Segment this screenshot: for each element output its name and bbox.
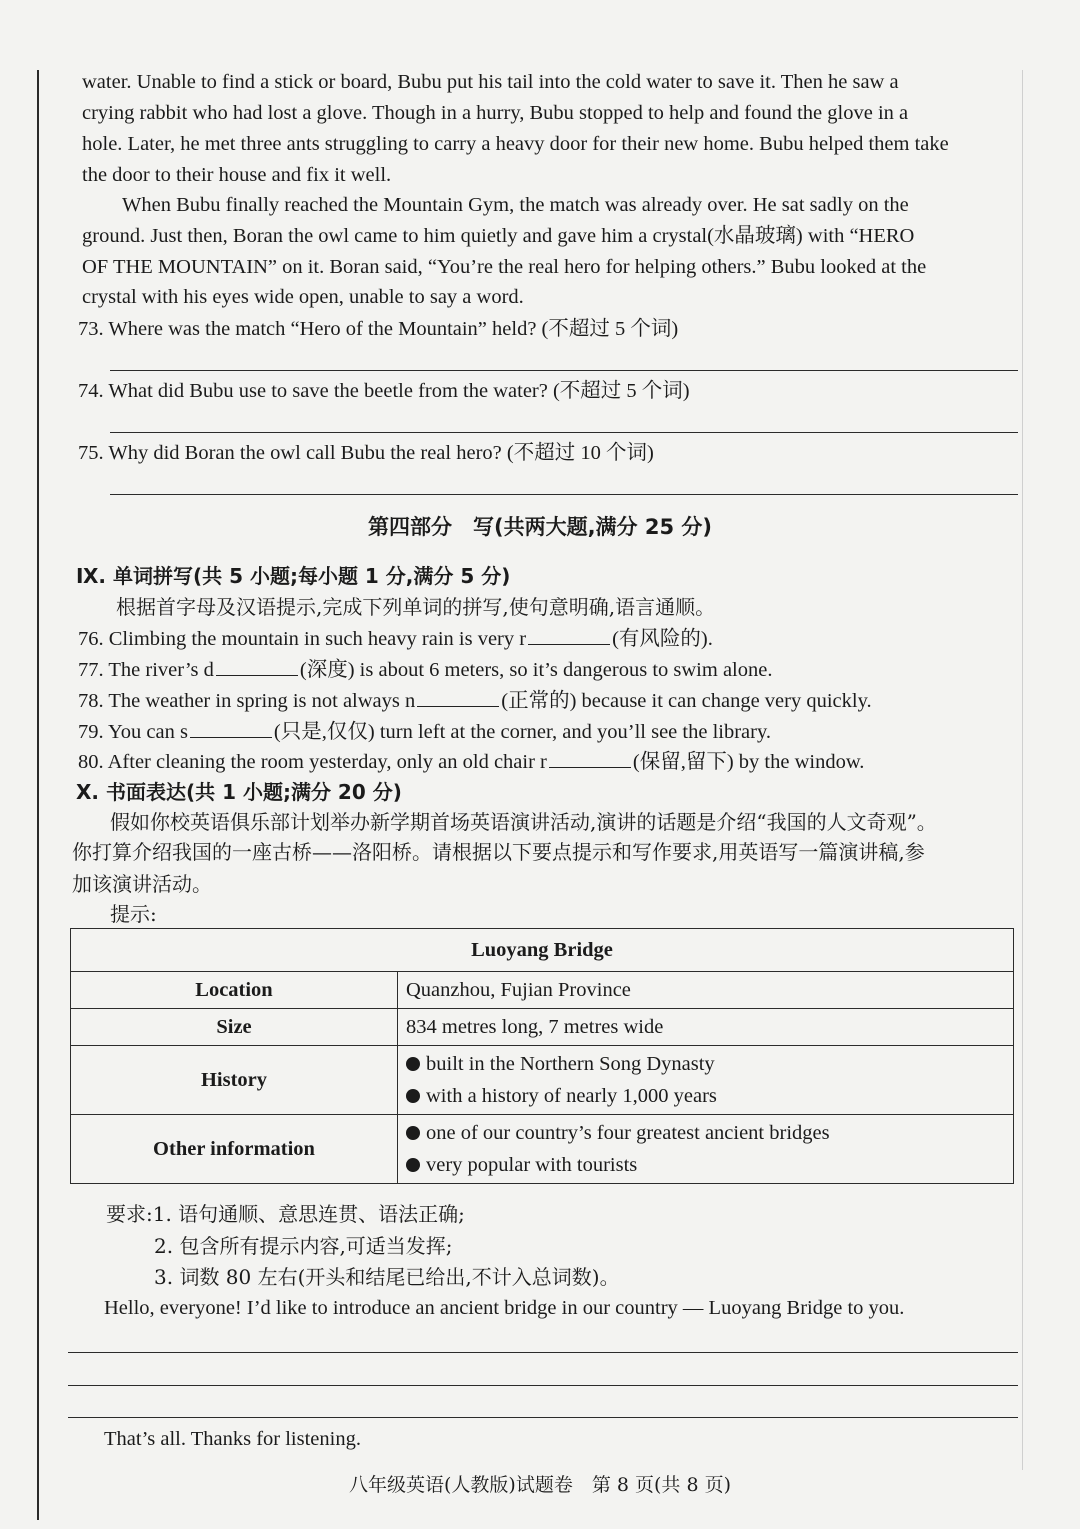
requirement-line: 要求:1. 语句通顺、意思连贯、语法正确; [106, 1202, 465, 1226]
bullet-item [406, 1149, 1005, 1181]
luoyang-bridge-table [70, 928, 1014, 1184]
spelling-item-80 [78, 748, 1010, 776]
bullet-text: one of our country’s four greatest ancient bridges [426, 1122, 830, 1144]
item-text: 79. You can s [78, 721, 188, 743]
passage-line: crying rabbit who had lost a glove. Though in a hurry, Bubu stopped to help and found the glove in a [82, 102, 909, 124]
table-key-location: Location [71, 972, 398, 1009]
bullet-dot-icon [406, 1126, 420, 1140]
item-text: 78. The weather in spring is not always n [78, 690, 416, 712]
spelling-item-78 [78, 687, 1010, 715]
passage-line: crystal with his eyes wide open, unable to say a word. [82, 286, 524, 308]
passage-line: the door to their house and fix it well. [82, 164, 392, 186]
item-hint: (深度) is about 6 meters, so it’s dangerous to swim alone. [299, 659, 773, 681]
writing-prompt-line: 加该演讲活动。 [72, 872, 212, 896]
writing-prompt-line: 假如你校英语俱乐部计划举办新学期首场英语演讲活动,演讲的话题是介绍“我国的人文奇观”。 [110, 810, 937, 834]
writing-line[interactable] [68, 1385, 1018, 1386]
bullet-item [406, 1080, 1005, 1112]
table-value-location: Quanzhou, Fujian Province [398, 972, 1014, 1009]
item-hint: (保留,留下) by the window. [632, 751, 865, 773]
requirement-line: 2. 包含所有提示内容,可适当发挥; [154, 1234, 453, 1258]
table-value-size: 834 metres long, 7 metres wide [398, 1009, 1014, 1046]
hint-label: 提示: [110, 902, 157, 926]
spelling-item-76 [78, 625, 1010, 653]
table-title: Luoyang Bridge [71, 929, 1014, 972]
spelling-item-77 [78, 656, 1010, 684]
bullet-text: built in the Northern Song Dynasty [426, 1053, 715, 1075]
spelling-item-79 [78, 718, 1010, 746]
question-74: 74. What did Bubu use to save the beetle from the water? (不超过 5 个词) [78, 380, 690, 402]
requirement-line: 3. 词数 80 左右(开头和结尾已给出,不计入总词数)。 [154, 1265, 620, 1289]
table-value-other-info [398, 1115, 1014, 1184]
item-text: 77. The river’s d [78, 659, 214, 681]
question-75: 75. Why did Boran the owl call Bubu the real hero? (不超过 10 个词) [78, 442, 654, 464]
passage-line: water. Unable to find a stick or board, Bubu put his tail into the cold water to save it. Then he saw a [82, 71, 899, 93]
bullet-text: with a history of nearly 1,000 years [426, 1085, 717, 1107]
answer-line-75[interactable] [110, 494, 1018, 495]
fold-line [1022, 70, 1023, 1470]
blank-80[interactable] [549, 749, 631, 768]
section-10-heading: Ⅹ. 书面表达(共 1 小题;满分 20 分) [76, 780, 402, 804]
item-hint: (有风险的). [612, 628, 713, 650]
answer-line-73[interactable] [110, 370, 1018, 371]
page-footer: 八年级英语(人教版)试题卷 第 8 页(共 8 页) [349, 1474, 731, 1496]
writing-line[interactable] [68, 1352, 1018, 1353]
table-value-history [398, 1046, 1014, 1115]
essay-closing: That’s all. Thanks for listening. [104, 1428, 361, 1450]
bullet-item [406, 1048, 1005, 1080]
item-text: 80. After cleaning the room yesterday, only an old chair r [78, 751, 547, 773]
table-key-history: History [71, 1046, 398, 1115]
blank-78[interactable] [417, 688, 499, 707]
essay-opening: Hello, everyone! I’d like to introduce an ancient bridge in our country — Luoyang Bridge to you. [104, 1297, 905, 1319]
bullet-item [406, 1117, 1005, 1149]
writing-line[interactable] [68, 1417, 1018, 1418]
section-9-instruction: 根据首字母及汉语提示,完成下列单词的拼写,使句意明确,语言通顺。 [116, 595, 716, 619]
item-hint: (只是,仅仅) turn left at the corner, and you’ll see the library. [273, 721, 772, 743]
passage-line: hole. Later, he met three ants struggling to carry a heavy door for their new home. Bubu helped them take [82, 133, 949, 155]
table-key-size: Size [71, 1009, 398, 1046]
bullet-text: very popular with tourists [426, 1154, 638, 1176]
passage-line: When Bubu finally reached the Mountain Gym, the match was already over. He sat sadly on the [122, 194, 909, 216]
item-hint: (正常的) because it can change very quickly. [501, 690, 872, 712]
table-key-other-info: Other information [71, 1115, 398, 1184]
item-text: 76. Climbing the mountain in such heavy rain is very r [78, 628, 527, 650]
binding-margin-line [37, 70, 39, 1520]
question-73: 73. Where was the match “Hero of the Mountain” held? (不超过 5 个词) [78, 318, 679, 340]
blank-76[interactable] [528, 626, 610, 645]
part-four-title: 第四部分 写(共两大题,满分 25 分) [367, 515, 713, 539]
section-9-heading: Ⅸ. 单词拼写(共 5 小题;每小题 1 分,满分 5 分) [76, 564, 511, 588]
blank-79[interactable] [190, 719, 272, 738]
passage-line: OF THE MOUNTAIN” on it. Boran said, “You’re the real hero for helping others.” Bubu looked at the [82, 256, 927, 278]
passage-line: ground. Just then, Boran the owl came to him quietly and gave him a crystal(水晶玻璃) with “HERO [82, 225, 915, 247]
blank-77[interactable] [216, 657, 298, 676]
answer-line-74[interactable] [110, 432, 1018, 433]
bullet-dot-icon [406, 1089, 420, 1103]
bullet-dot-icon [406, 1158, 420, 1172]
writing-prompt-line: 你打算介绍我国的一座古桥——洛阳桥。请根据以下要点提示和写作要求,用英语写一篇演讲稿,参 [72, 840, 925, 864]
bullet-dot-icon [406, 1057, 420, 1071]
